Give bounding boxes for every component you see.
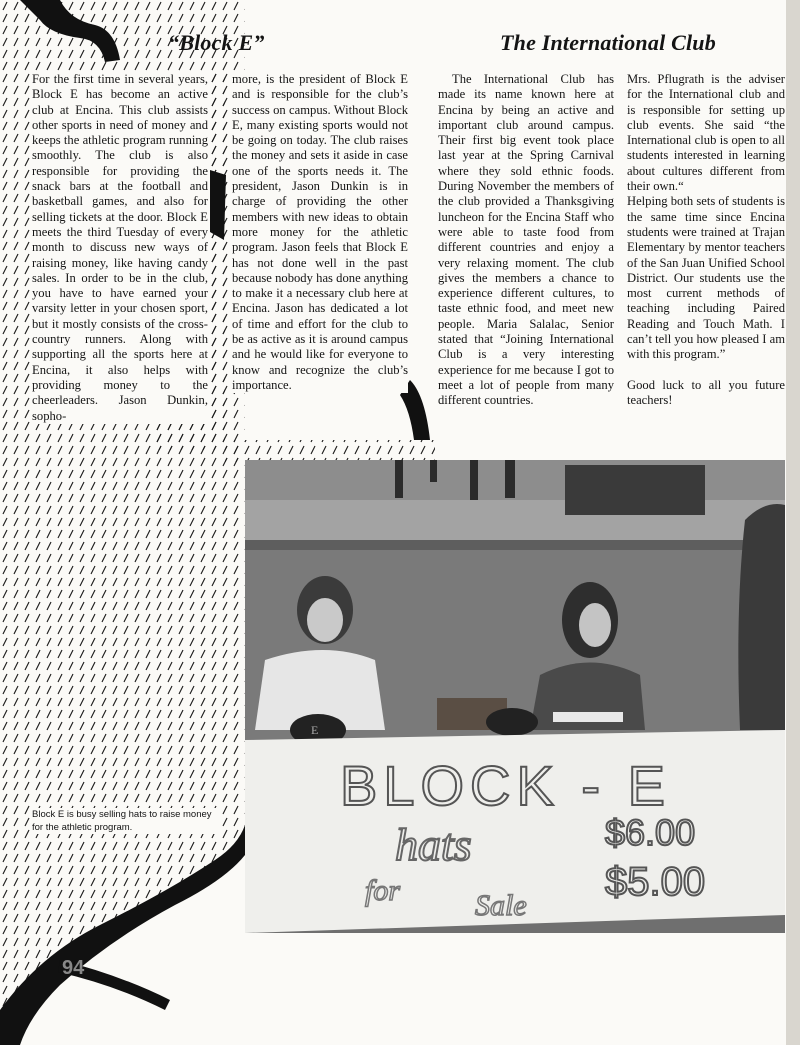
left-swoosh bbox=[210, 170, 226, 240]
international-text-4: Good luck to all you future teachers! bbox=[627, 377, 785, 407]
banner-price-1: $6.00 bbox=[605, 812, 696, 853]
banner-sale: Sale bbox=[475, 889, 527, 922]
block-e-column-1 bbox=[32, 72, 208, 424]
hat-letter: E bbox=[311, 723, 319, 737]
banner-hats: hats bbox=[395, 819, 472, 870]
page-edge bbox=[786, 0, 800, 1045]
international-text-1: The International Club has made its name known here at Encina by being an active and important club around campus. Their first big event took place last year at the Spring Carnival where they sold ethnic foods. During November the members of the club provided a Thanksgiving luncheon for the Encina Staff who were able to taste food from different countries and enjoy a very relaxing moment. The club gives the members a chance to experience different cultures, to taste ethnic food, and meet new people. Maria Salalac, Senior stated that “Joining International Club is a very interesting experience for me because I got to meet a lot of people from many different countries. bbox=[438, 72, 614, 408]
international-text-3: Helping both sets of students is the same time since Encina students were trained at Trajan Elementary by mentor teachers of the San Juan Unified School District. Our students use the most current methods of teaching including Paired Reading and Touch Math. I can’t tell you how pleased I am with this program.” bbox=[627, 194, 785, 362]
block-e-photo bbox=[245, 460, 785, 933]
international-text-2: Mrs. Pflugrath is the adviser for the International club and is responsible for setting up club events. She said “the International club is open to all students interested in learning about cultures different from their own.“ bbox=[627, 72, 785, 194]
block-e-text-1: For the first time in several years, Block E has become an active club at Encina. This club assists other sports in need of money and keeps the athletic program running smoothly. The club is also responsible for providing the snack bars at the football and basketball games, and also for selling tickets at the door. Block E meets the third Tuesday of every month to discuss new ways of raising money, like having candy sales. In order to be in the club, you have to have earned your varsity letter in your chosen sport, but it mostly consists of the cross-country runners. Along with supporting all the sports here at Encina, it also helps with providing money to the cheerleaders. Jason Dunkin, sopho- bbox=[32, 72, 208, 423]
block-e-heading: “Block E” bbox=[168, 30, 265, 55]
photo-caption: Block E is busy selling hats to raise money for the athletic program. bbox=[32, 808, 222, 834]
banner-block-e: BLOCK - E bbox=[340, 754, 671, 817]
international-club-heading: The International Club bbox=[500, 30, 716, 55]
banner-for: for bbox=[365, 874, 401, 907]
international-column-1 bbox=[438, 72, 614, 409]
banner-price-2: $5.00 bbox=[605, 860, 706, 904]
international-column-2 bbox=[627, 72, 785, 408]
page-number: 94 bbox=[62, 957, 85, 979]
block-e-column-2 bbox=[232, 72, 408, 393]
block-e-text-2: more, is the president of Block E and is responsible for the club’s success on campus. Without Block E, many existing sports would not be going on today. The club raises the money and sets it aside in case one of the sports needs it. The president, Jason Dunkin is in charge of providing the other members with new ideas to obtain more money for the athletic program. Jason feels that Block E has not done well in the past because nobody has done anything to make it a necessary club here at Encina. Jason has dedicated a lot of time and effort for the club to be as active as it is around campus and he would like for everyone to know and recognize the club’s importance. bbox=[232, 72, 408, 392]
